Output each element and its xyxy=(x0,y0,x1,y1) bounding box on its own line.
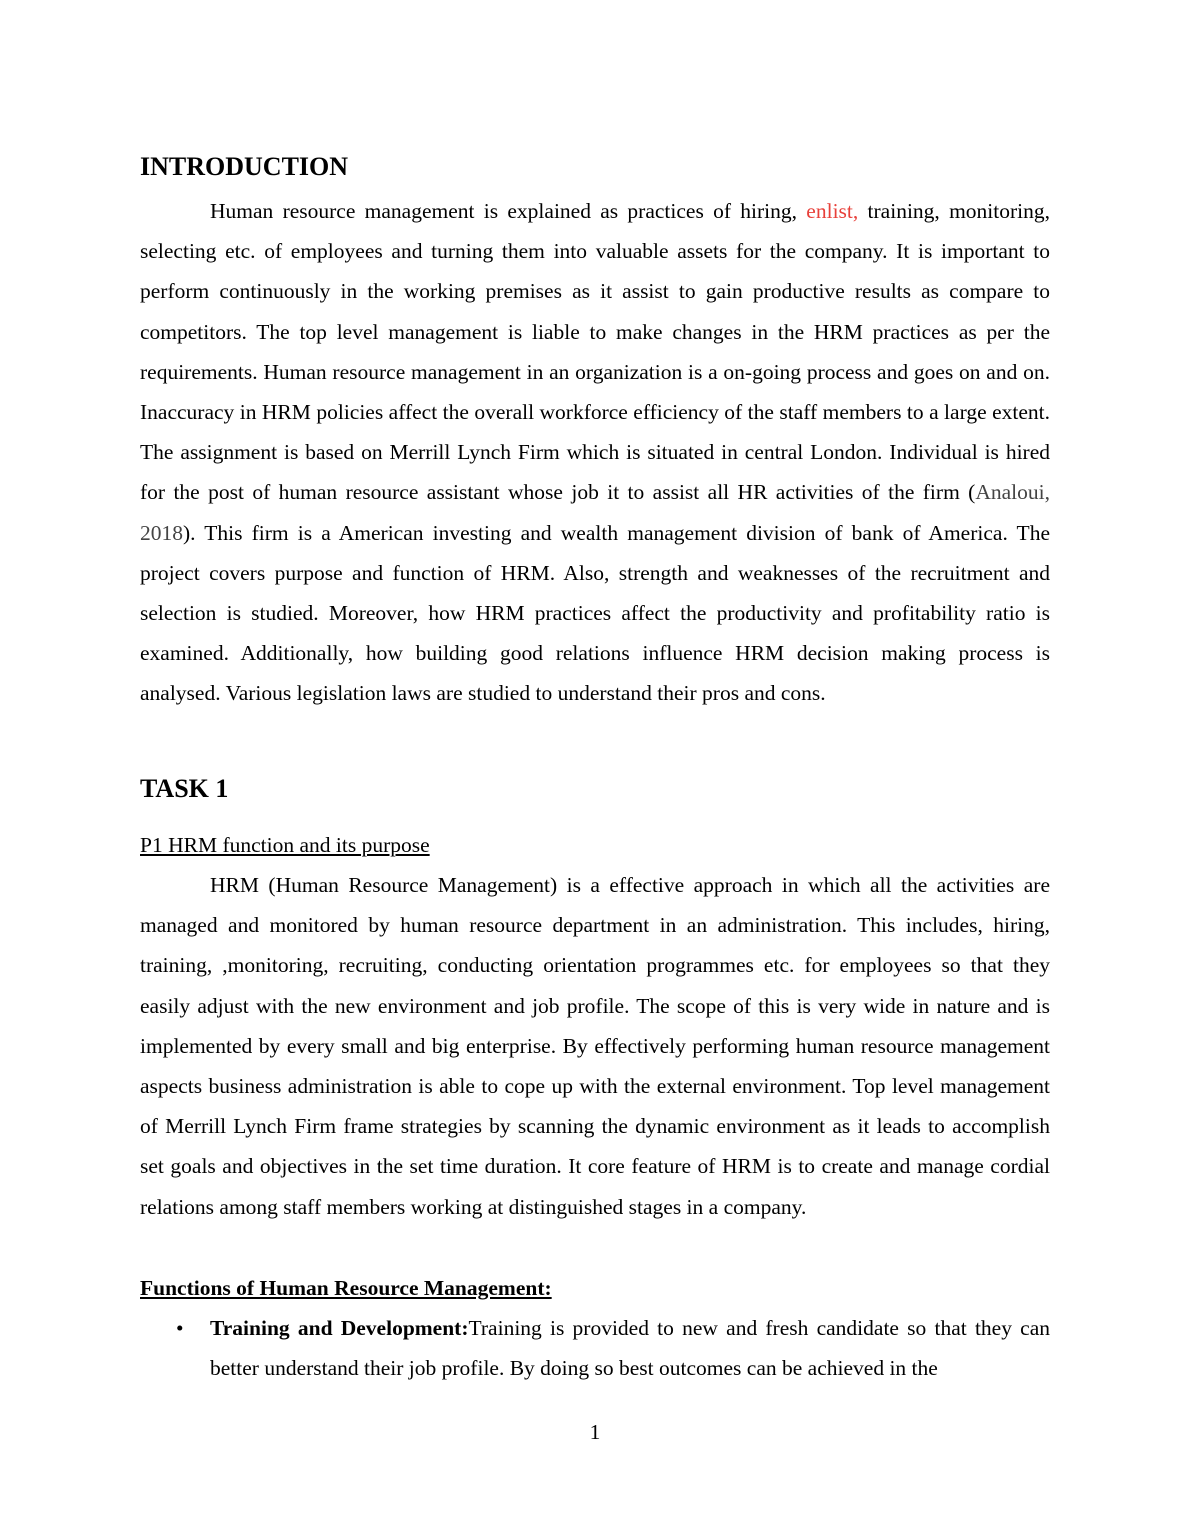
bullet-text: Training is provided to new and fresh candidate so that they can better understand their job profile. By doing so best outcomes can be achieved in the xyxy=(210,1316,1050,1381)
task1-heading: TASK 1 xyxy=(140,774,229,803)
intro-text-end: ). This firm is a American investing and wealth management division of bank of America. The project covers purpose and function of HRM. Also, strength and weaknesses of the recruitment and selection is studied. Moreover, how HRM practices affect the productivity and profitability ratio is examined. Additionally, how building good relations influence HRM decision making process is analysed. Various legislation laws are studied to understand their pros and cons. xyxy=(140,520,1050,706)
bullet-training-development xyxy=(176,1308,1050,1388)
introduction-paragraph xyxy=(140,191,1050,714)
intro-text-middle: training, monitoring, selecting etc. of employees and turning them into valuable assets for the company. It is important to perform continuously in the working premises as it assist to gain productive results as compare to competitors. The top level management is liable to make changes in the HRM practices as per the requirements. Human resource management in an organization is a on-going process and goes on and on. Inaccuracy in HRM policies affect the overall workforce efficiency of the staff members to a large extent. The assignment is based on Merrill Lynch Firm which is situated in central London. Individual is hired for the post of human resource assistant whose job it to assist all HR activities of the firm ( xyxy=(140,199,1050,505)
bullet-icon: • xyxy=(176,1316,184,1340)
bullet-title: Training and Development: xyxy=(210,1316,469,1340)
page-number: 1 xyxy=(589,1420,601,1444)
task1-subheading: P1 HRM function and its purpose xyxy=(140,833,430,857)
intro-citation: Analoui, 2018 xyxy=(140,480,1050,545)
intro-highlight-enlist: enlist, xyxy=(806,199,859,223)
intro-text-start: Human resource management is explained as practices of hiring, xyxy=(210,199,807,223)
functions-heading: Functions of Human Resource Management: xyxy=(140,1276,552,1300)
task1-paragraph: HRM (Human Resource Management) is a effective approach in which all the activities are managed and monitored by human resource department in an administration. This includes, hiring, training, ,monitoring, recruiting, conducting orientation programmes etc. for employees so that they easily adjust with the new environment and job profile. The scope of this is very wide in nature and is implemented by every small and big enterprise. By effectively performing human resource management aspects business administration is able to cope up with the external environment. Top level management of Merrill Lynch Firm frame strategies by scanning the dynamic environment as it leads to accomplish set goals and objectives in the set time duration. It core feature of HRM is to create and manage cordial relations among staff members working at distinguished stages in a company. xyxy=(140,873,1050,1219)
introduction-heading: INTRODUCTION xyxy=(140,152,349,181)
